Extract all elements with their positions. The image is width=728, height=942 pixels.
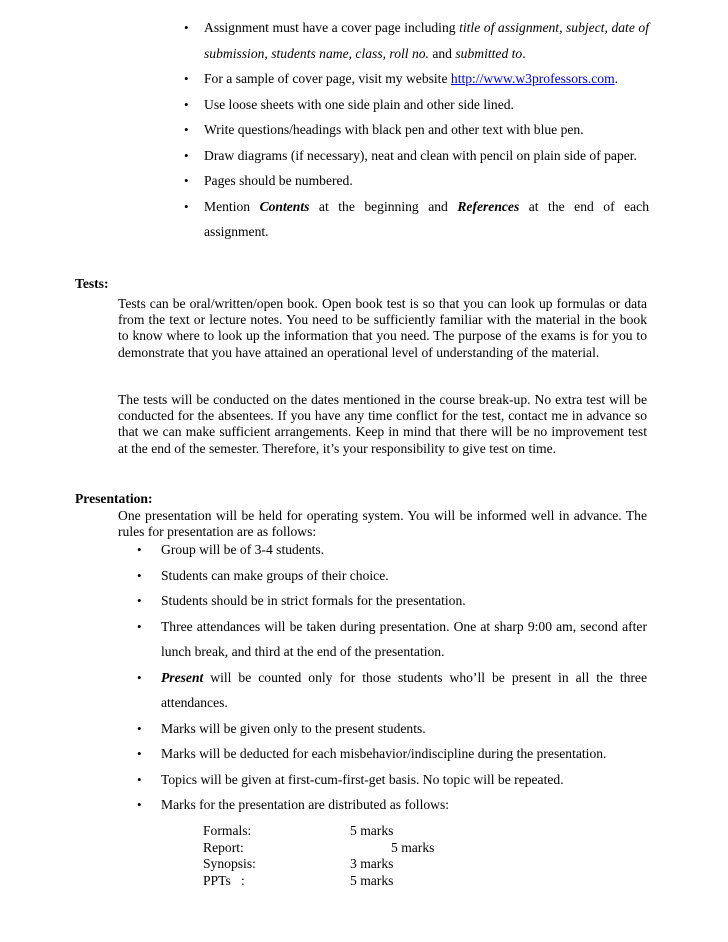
list-item: • Students should be in strict formals for the presentation. bbox=[134, 588, 647, 614]
bullet-icon: • bbox=[137, 593, 142, 608]
marks-label: Synopsis: bbox=[203, 856, 256, 872]
marks-value: 3 marks bbox=[350, 856, 394, 872]
list-item: • Use loose sheets with one side plain and other side lined. bbox=[181, 92, 649, 118]
marks-row bbox=[203, 873, 503, 890]
bullet-icon: • bbox=[184, 71, 189, 86]
list-item: • Three attendances will be taken during presentation. One at sharp 9:00 am, second after lunch break, and third at the end of the presentation. bbox=[134, 614, 647, 665]
list-item: • Topics will be given at first-cum-first-get basis. No topic will be repeated. bbox=[134, 767, 647, 793]
marks-value: 5 marks bbox=[350, 823, 394, 838]
assignment-rules-list bbox=[181, 15, 649, 245]
bullet-icon: • bbox=[184, 198, 189, 214]
bullet-icon: • bbox=[137, 618, 142, 634]
bullet-icon: • bbox=[137, 797, 142, 812]
website-link[interactable]: http://www.w3professors.com bbox=[450, 71, 615, 86]
bullet-icon: • bbox=[137, 720, 142, 736]
list-item: • Write questions/headings with black pen and other text with blue pen. bbox=[181, 117, 649, 143]
presentation-rules-list bbox=[134, 537, 647, 818]
marks-row bbox=[203, 856, 503, 873]
bullet-icon: • bbox=[184, 96, 189, 112]
bullet-icon: • bbox=[184, 173, 189, 188]
marks-distribution bbox=[203, 823, 503, 890]
marks-row bbox=[203, 823, 503, 840]
marks-value: 5 marks bbox=[350, 873, 394, 889]
marks-label: PPTs : bbox=[203, 873, 245, 889]
list-item: • Present will be counted only for those students who’ll be present in all the three attendances. bbox=[134, 665, 647, 716]
list-item: • Marks will be given only to the present students. bbox=[134, 716, 647, 742]
bullet-icon: • bbox=[137, 542, 142, 557]
list-item: • Assignment must have a cover page including title of assignment, subject, date of submission, students name, class, roll no. and submitted to. bbox=[181, 15, 649, 66]
list-item: • For a sample of cover page, visit my website http://www.w3professors.com. bbox=[181, 66, 649, 92]
marks-row bbox=[203, 840, 503, 857]
presentation-intro: One presentation will be held for operating system. You will be informed well in advance. The rules for presentation are as follows: bbox=[118, 508, 647, 540]
bullet-icon: • bbox=[137, 567, 142, 583]
tests-paragraph-2: The tests will be conducted on the dates mentioned in the course break-up. No extra test will be conducted for the absentees. If you have any time conflict for the test, contact me in advance so that we can make sufficient arrangements. Keep in mind that there will be no improvement test at the end of the semester. Therefore, it’s your responsibility to give test on time. bbox=[118, 392, 647, 456]
bullet-icon: • bbox=[137, 771, 142, 787]
bullet-icon: • bbox=[184, 20, 189, 35]
marks-label: Report: bbox=[203, 839, 244, 855]
bullet-icon: • bbox=[137, 669, 142, 685]
marks-value: 5 marks bbox=[391, 839, 435, 855]
list-item: • Marks for the presentation are distributed as follows: bbox=[134, 792, 647, 818]
tests-heading: Tests: bbox=[75, 276, 109, 291]
presentation-heading: Presentation: bbox=[75, 491, 153, 506]
list-item: • Group will be of 3-4 students. bbox=[134, 537, 647, 563]
marks-label: Formals: bbox=[203, 823, 252, 838]
list-item: • Students can make groups of their choice. bbox=[134, 563, 647, 589]
list-item: • Pages should be numbered. bbox=[181, 168, 649, 194]
tests-paragraph-1: Tests can be oral/written/open book. Open book test is so that you can look up formulas or data from the text or lecture notes. You need to be sufficiently familiar with the material in the book to know where to look up the information that you need. The purpose of the exams is for you to demonstrate that you have attained an operational level of understanding of the material. bbox=[118, 296, 647, 360]
list-item: • Mention Contents at the beginning and References at the end of each assignment. bbox=[181, 194, 649, 245]
bullet-icon: • bbox=[184, 147, 189, 163]
list-item: • Draw diagrams (if necessary), neat and clean with pencil on plain side of paper. bbox=[181, 143, 649, 169]
bullet-icon: • bbox=[137, 746, 142, 761]
list-item: • Marks will be deducted for each misbehavior/indiscipline during the presentation. bbox=[134, 741, 647, 767]
bullet-icon: • bbox=[184, 122, 189, 137]
